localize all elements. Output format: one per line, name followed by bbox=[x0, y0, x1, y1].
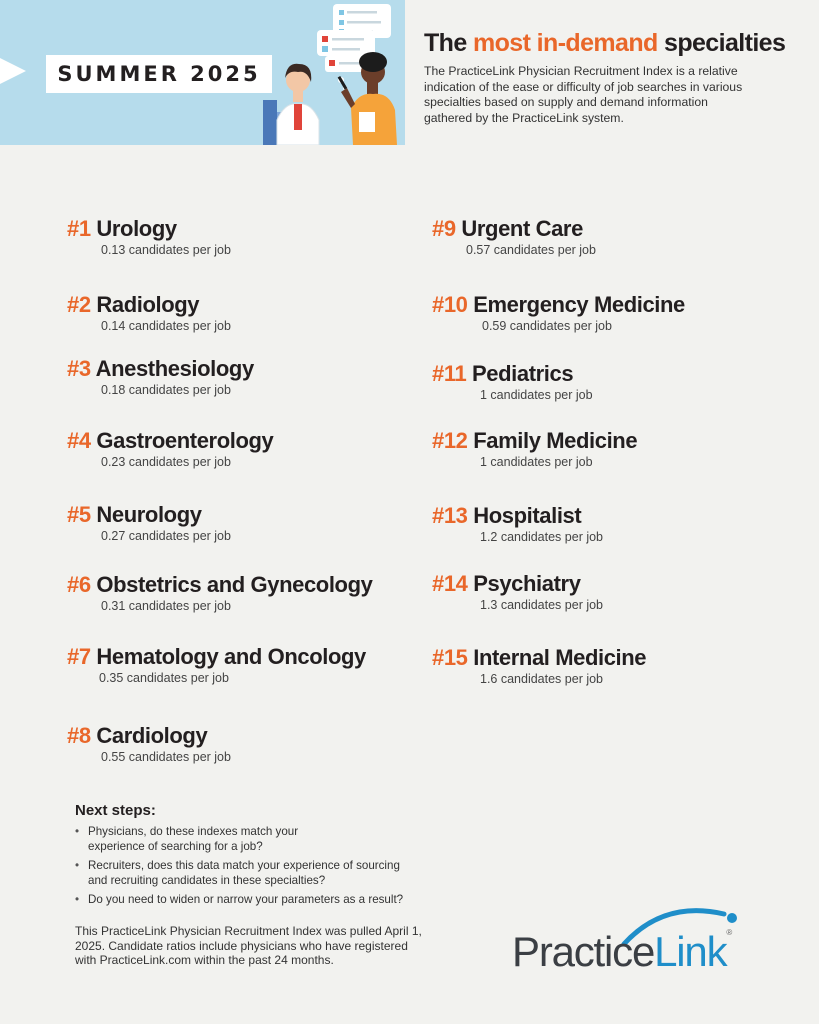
page-title: The most in-demand specialties bbox=[424, 29, 786, 57]
header-banner bbox=[0, 0, 405, 145]
specialty-name: Psychiatry bbox=[473, 571, 581, 596]
ranking-item bbox=[432, 571, 603, 613]
rank-number: #3 bbox=[67, 356, 91, 381]
rank-number: #12 bbox=[432, 428, 468, 453]
candidate-ratio: 0.55 candidates per job bbox=[101, 750, 231, 764]
next-steps-section bbox=[75, 802, 455, 913]
logo-wordmark: PracticeLink® bbox=[512, 928, 732, 975]
specialty-name: Pediatrics bbox=[472, 361, 574, 386]
list-item: • Recruiters, does this data match your experience of sourcing and recruiting candidates in these specialties? bbox=[75, 859, 455, 888]
specialty-name: Anesthesiology bbox=[95, 356, 254, 381]
next-steps-heading: Next steps: bbox=[75, 802, 156, 819]
rank-number: #15 bbox=[432, 645, 468, 670]
ranking-item bbox=[67, 572, 372, 614]
ranking-item bbox=[67, 216, 231, 258]
candidate-ratio: 1 candidates per job bbox=[480, 388, 593, 402]
specialty-name: Family Medicine bbox=[473, 428, 638, 453]
ranking-item bbox=[432, 292, 685, 334]
specialty-name: Radiology bbox=[96, 292, 200, 317]
ranking-item bbox=[67, 292, 231, 334]
candidate-ratio: 0.31 candidates per job bbox=[101, 599, 231, 613]
specialty-name: Hospitalist bbox=[473, 503, 582, 528]
candidate-ratio: 1.3 candidates per job bbox=[480, 598, 604, 612]
rank-number: #5 bbox=[67, 502, 91, 527]
header-description: The PracticeLink Physician Recruitment Index is a relative indication of the ease or difficulty of job searches in various specialties based on supply and demand information gathered by the PracticeLink system. bbox=[424, 64, 743, 125]
specialty-name: Neurology bbox=[96, 502, 202, 527]
candidate-ratio: 0.35 candidates per job bbox=[99, 671, 229, 685]
season-label: SUMMER 2025 bbox=[46, 55, 272, 93]
rank-number: #13 bbox=[432, 503, 468, 528]
header-text bbox=[424, 28, 804, 126]
candidate-ratio: 0.57 candidates per job bbox=[466, 243, 596, 257]
candidate-ratio: 0.13 candidates per job bbox=[101, 243, 231, 257]
practicelink-logo bbox=[512, 906, 772, 976]
ranking-item bbox=[67, 723, 231, 765]
ranking-item bbox=[67, 356, 254, 398]
ranking-item bbox=[67, 644, 366, 686]
ranking-item bbox=[432, 428, 637, 470]
ranking-item bbox=[432, 216, 596, 258]
rank-number: #1 bbox=[67, 216, 91, 241]
ranking-item bbox=[432, 361, 593, 403]
specialty-name: Obstetrics and Gynecology bbox=[96, 572, 373, 597]
specialty-name: Internal Medicine bbox=[473, 645, 647, 670]
rank-number: #6 bbox=[67, 572, 91, 597]
candidate-ratio: 0.14 candidates per job bbox=[101, 319, 231, 333]
rank-number: #8 bbox=[67, 723, 91, 748]
ranking-item bbox=[67, 428, 273, 470]
list-item: • Do you need to widen or narrow your parameters as a result? bbox=[75, 893, 455, 908]
ranking-item bbox=[432, 503, 603, 545]
specialty-name: Urgent Care bbox=[461, 216, 583, 241]
candidate-ratio: 1.6 candidates per job bbox=[480, 672, 604, 686]
rank-number: #11 bbox=[432, 361, 467, 386]
next-steps-list bbox=[75, 825, 455, 908]
list-item: • Physicians, do these indexes match your experience of searching for a job? bbox=[75, 825, 455, 854]
rank-number: #7 bbox=[67, 644, 91, 669]
arrow-icon bbox=[0, 58, 26, 84]
candidate-ratio: 0.23 candidates per job bbox=[101, 455, 231, 469]
specialty-name: Urology bbox=[96, 216, 177, 241]
specialty-name: Cardiology bbox=[96, 723, 208, 748]
ranking-item bbox=[67, 502, 231, 544]
rank-number: #4 bbox=[67, 428, 91, 453]
specialty-name: Emergency Medicine bbox=[473, 292, 685, 317]
rank-number: #2 bbox=[67, 292, 91, 317]
doctors-illustration bbox=[255, 0, 405, 145]
candidate-ratio: 0.18 candidates per job bbox=[101, 383, 231, 397]
ranking-item bbox=[432, 645, 646, 687]
specialty-name: Gastroenterology bbox=[96, 428, 274, 453]
candidate-ratio: 0.27 candidates per job bbox=[101, 529, 231, 543]
candidate-ratio: 1 candidates per job bbox=[480, 455, 593, 469]
candidate-ratio: 0.59 candidates per job bbox=[482, 319, 612, 333]
footnote: This PracticeLink Physician Recruitment Index was pulled April 1, 2025. Candidate ratios include physicians who have registered with PracticeLink.com within the past 24 months. bbox=[75, 924, 422, 967]
candidate-ratio: 1.2 candidates per job bbox=[480, 530, 604, 544]
rank-number: #14 bbox=[432, 571, 468, 596]
rank-number: #10 bbox=[432, 292, 468, 317]
rank-number: #9 bbox=[432, 216, 456, 241]
specialty-name: Hematology and Oncology bbox=[96, 644, 366, 669]
